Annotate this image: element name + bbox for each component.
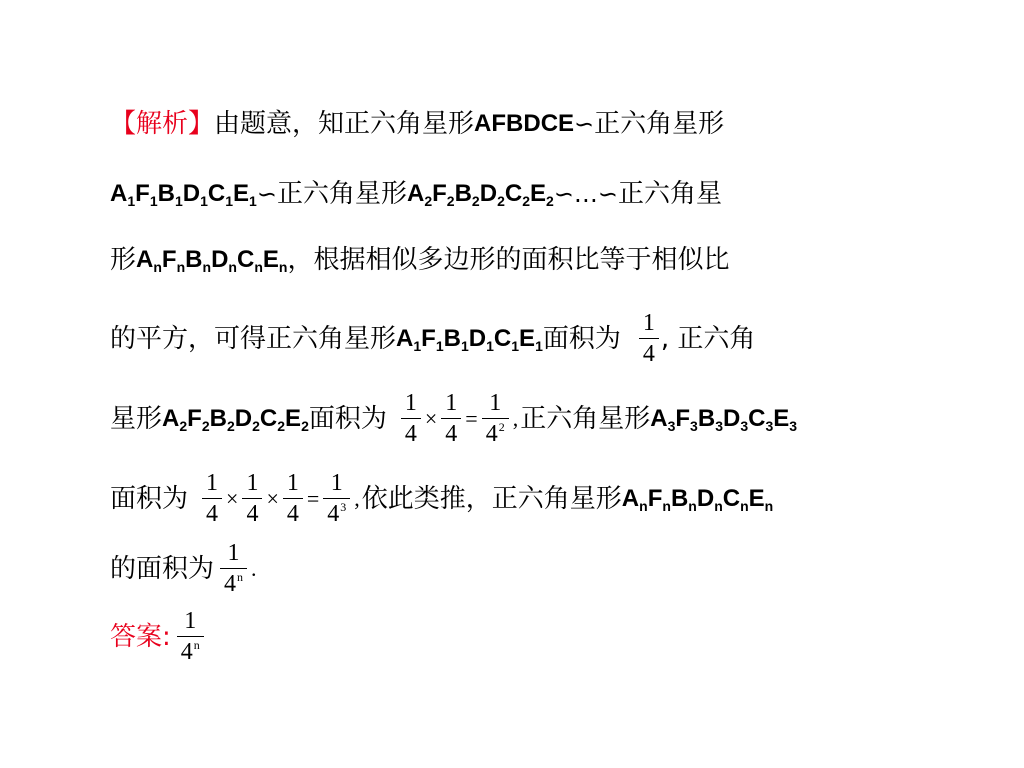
comma: ,: [354, 485, 360, 511]
text: 面积为: [542, 323, 621, 354]
fraction-one-quarter: $\frac{1}{4}$: [639, 310, 659, 367]
text: 正六角星形: [520, 403, 651, 434]
solution-line-1: [110, 108, 724, 140]
times-sign: ×: [266, 485, 279, 511]
similar-symbol: ∽: [574, 110, 595, 138]
text: 的面积为: [110, 553, 215, 584]
text: 面积为: [308, 403, 387, 434]
answer-label: 答案:: [110, 621, 171, 652]
text: ，根据相似多边形的面积比等于相似比: [287, 245, 730, 275]
solution-line-4: [110, 310, 755, 367]
text: 正六角星形: [276, 179, 407, 209]
fraction: $\frac{1}{4}$: [401, 390, 421, 447]
fraction-power: $\frac{1}{4^3}$: [323, 470, 350, 527]
text: 形: [110, 245, 137, 275]
text: 面积为: [110, 483, 189, 514]
shape-name: AFBDCE: [474, 110, 575, 137]
analysis-label: 【解析】: [110, 109, 215, 139]
shape-name-1: $A_1F_1B_1D_1C_1E_1$: [110, 180, 257, 209]
fraction: $\frac{1}{4}$: [202, 470, 222, 527]
shape-name-2: $A_2F_2B_2D_2C_2E_2$: [406, 180, 554, 209]
text: 正六角星: [618, 179, 723, 209]
answer-fraction: $\frac{1}{4^n}$: [177, 608, 204, 665]
shape-name-n: $A_nF_nB_nD_nC_nE_n$: [136, 246, 288, 275]
similar-symbol: ∽: [256, 180, 277, 208]
text: 的平方，可得正六角星形: [110, 323, 397, 354]
times-sign: ×: [424, 405, 438, 431]
period: .: [251, 555, 257, 581]
text: 星形: [110, 403, 163, 434]
comma: ,: [512, 405, 519, 431]
answer-line: [110, 608, 206, 665]
shape-name-3: $A_3F_3B_3D_3C_3E_3$: [650, 404, 798, 434]
solution-line-6: [110, 470, 773, 527]
solution-line-5: [110, 390, 797, 447]
fraction-power-n: $\frac{1}{4^n}$: [220, 540, 247, 597]
solution-line-2: [110, 178, 722, 210]
shape-name-2: $A_2F_2B_2D_2C_2E_2$: [162, 404, 309, 434]
equals-sign: =: [465, 405, 478, 431]
text: 正六角星形: [594, 109, 725, 139]
text: 依此类推，正六角星形: [361, 483, 622, 514]
fraction-power: $\frac{1}{4^2}$: [482, 390, 509, 447]
text: , 正六角: [660, 323, 756, 354]
shape-name-1: $A_1F_1B_1D_1C_1E_1$: [396, 324, 543, 354]
fraction: $\frac{1}{4}$: [441, 390, 461, 447]
solution-line-7: [110, 540, 259, 597]
fraction: $\frac{1}{4}$: [283, 470, 303, 527]
similar-ellipsis: ∽…∽: [553, 180, 619, 208]
equals-sign: =: [306, 485, 320, 511]
solution-line-3: [110, 244, 729, 276]
text: 由题意，知正六角星形: [214, 109, 475, 139]
shape-name-n: $A_nF_nB_nD_nC_nE_n$: [621, 484, 774, 514]
fraction: $\frac{1}{4}$: [242, 470, 262, 527]
times-sign: ×: [226, 485, 239, 511]
